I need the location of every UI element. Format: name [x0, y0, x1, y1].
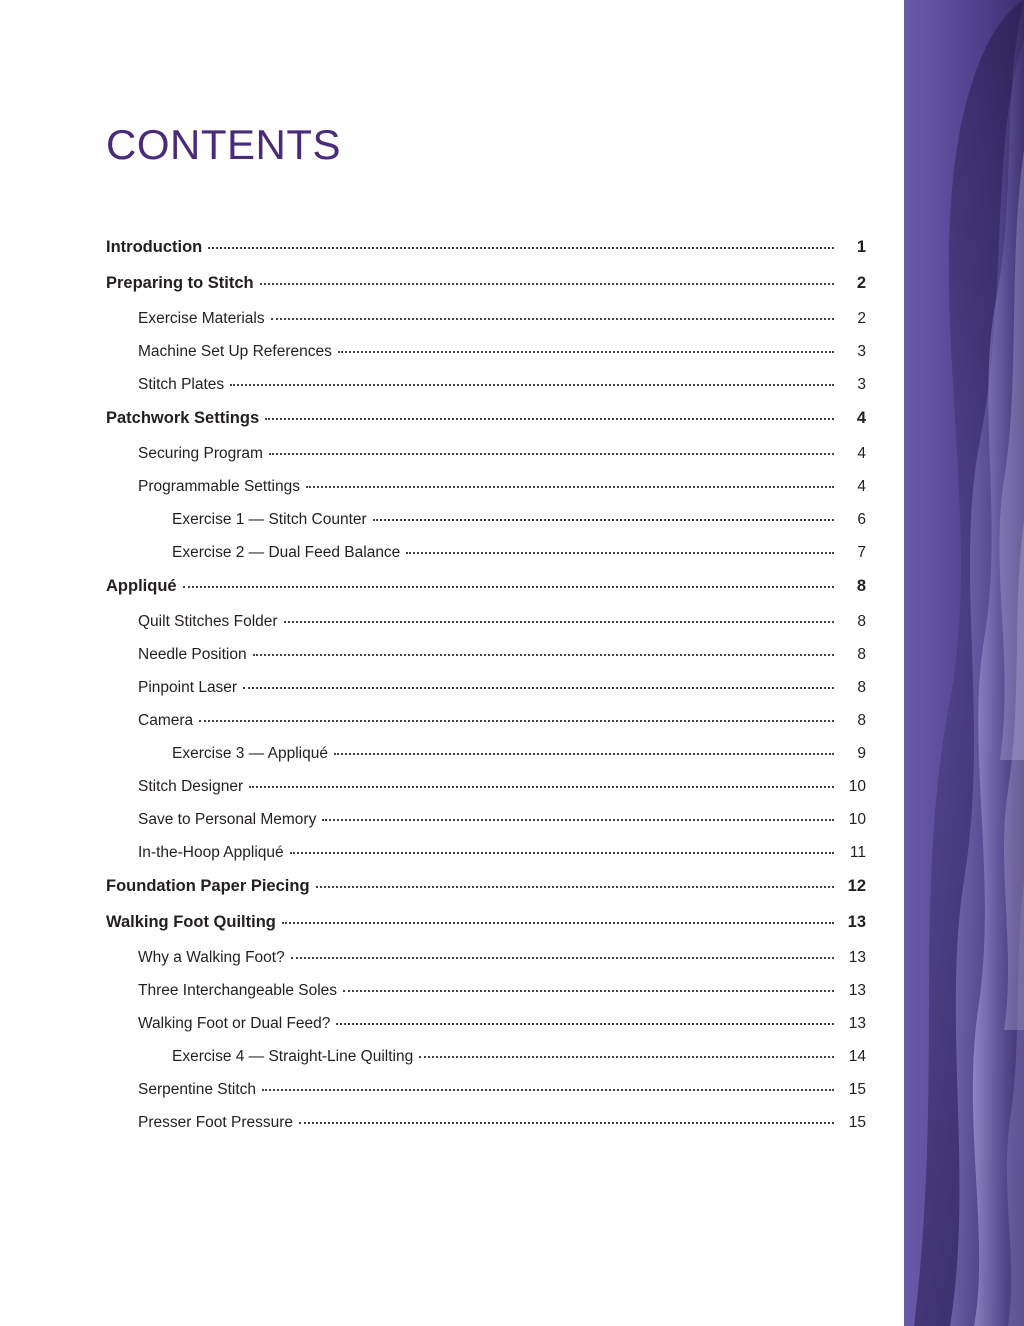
toc-entry-page-number: 4: [856, 409, 866, 427]
toc-entry-label: Appliqué: [106, 577, 177, 595]
toc-leader-dots: [243, 686, 834, 689]
toc-leader-dots: [269, 452, 834, 455]
toc-leader-dots: [271, 317, 834, 320]
toc-entry-page-number: 4: [857, 478, 866, 495]
toc-entry-label: Save to Personal Memory: [138, 811, 317, 828]
toc-entry-label: Exercise 1 — Stitch Counter: [172, 511, 367, 528]
toc-entry[interactable]: [106, 712, 866, 745]
toc-entry[interactable]: [106, 310, 866, 343]
toc-entry[interactable]: [106, 679, 866, 712]
toc-entry[interactable]: [106, 409, 866, 445]
toc-entry-page-number: 9: [857, 745, 866, 762]
toc-entry-label: Three Interchangeable Soles: [138, 982, 338, 999]
toc-leader-dots: [230, 383, 834, 386]
toc-leader-dots: [373, 518, 834, 521]
toc-entry-label: Camera: [138, 712, 194, 729]
toc-entry-page-number: 15: [848, 1081, 866, 1098]
toc-leader-dots: [291, 956, 834, 959]
toc-leader-dots: [253, 653, 834, 656]
toc-entry-label: Presser Foot Pressure: [138, 1114, 294, 1131]
toc-entry[interactable]: [106, 982, 866, 1015]
toc-entry-page-number: 1: [856, 238, 866, 256]
toc-entry-label: Why a Walking Foot?: [138, 949, 285, 966]
toc-entry-page-number: 8: [857, 613, 866, 630]
toc-entry-label: Patchwork Settings: [106, 409, 260, 427]
toc-leader-dots: [265, 417, 834, 420]
toc-entry-page-number: 2: [857, 310, 866, 327]
toc-entry-page-number: 4: [857, 445, 866, 462]
toc-entry-label: Programmable Settings: [138, 478, 300, 495]
toc-leader-dots: [306, 485, 834, 488]
toc-entry-label: Pinpoint Laser: [138, 679, 238, 696]
toc-entry-page-number: 3: [857, 343, 866, 360]
toc-entry[interactable]: [106, 877, 866, 913]
toc-entry-label: Introduction: [106, 238, 203, 256]
toc-leader-dots: [299, 1121, 834, 1124]
toc-entry-page-number: 13: [847, 913, 866, 931]
toc-entry-label: Walking Foot or Dual Feed?: [138, 1015, 331, 1032]
decorative-purple-drape: [904, 0, 1024, 1326]
toc-entry[interactable]: [106, 511, 866, 544]
toc-leader-dots: [343, 989, 834, 992]
toc-entry[interactable]: [106, 343, 866, 376]
toc-entry-page-number: 8: [856, 577, 866, 595]
toc-entry-label: Quilt Stitches Folder: [138, 613, 278, 630]
toc-leader-dots: [316, 885, 834, 888]
toc-entry[interactable]: [106, 778, 866, 811]
toc-entry[interactable]: [106, 646, 866, 679]
toc-leader-dots: [199, 719, 834, 722]
toc-entry[interactable]: [106, 811, 866, 844]
page-title: CONTENTS: [106, 121, 341, 169]
toc-entry[interactable]: [106, 376, 866, 409]
toc-entry[interactable]: [106, 949, 866, 982]
toc-leader-dots: [208, 246, 834, 249]
toc-entry[interactable]: [106, 745, 866, 778]
toc-entry-page-number: 10: [848, 778, 866, 795]
toc-entry[interactable]: [106, 613, 866, 646]
toc-leader-dots: [406, 551, 834, 554]
toc-leader-dots: [262, 1088, 834, 1091]
toc-entry-page-number: 15: [848, 1114, 866, 1131]
toc-leader-dots: [249, 785, 834, 788]
toc-entry-page-number: 8: [857, 679, 866, 696]
toc-entry-label: Stitch Plates: [138, 376, 225, 393]
toc-entry-page-number: 2: [856, 274, 866, 292]
table-of-contents: [106, 238, 866, 1147]
toc-entry[interactable]: [106, 445, 866, 478]
toc-entry-label: Exercise Materials: [138, 310, 265, 327]
toc-entry-label: Securing Program: [138, 445, 263, 462]
toc-leader-dots: [282, 921, 834, 924]
toc-entry[interactable]: [106, 478, 866, 511]
toc-entry-label: In-the-Hoop Appliqué: [138, 844, 284, 861]
toc-entry-label: Preparing to Stitch: [106, 274, 254, 292]
toc-entry-label: Walking Foot Quilting: [106, 913, 276, 931]
toc-entry-page-number: 13: [848, 1015, 866, 1032]
toc-entry-page-number: 11: [849, 844, 866, 861]
toc-leader-dots: [322, 818, 834, 821]
toc-entry-label: Exercise 3 — Appliqué: [172, 745, 328, 762]
toc-entry[interactable]: [106, 274, 866, 310]
toc-entry[interactable]: [106, 238, 866, 274]
toc-entry[interactable]: [106, 913, 866, 949]
toc-entry-page-number: 6: [857, 511, 866, 528]
toc-entry[interactable]: [106, 544, 866, 577]
toc-entry[interactable]: [106, 844, 866, 877]
toc-entry-page-number: 3: [857, 376, 866, 393]
toc-entry-page-number: 13: [848, 982, 866, 999]
toc-entry[interactable]: [106, 1114, 866, 1147]
toc-entry-label: Serpentine Stitch: [138, 1081, 257, 1098]
toc-entry-label: Foundation Paper Piecing: [106, 877, 310, 895]
toc-entry[interactable]: [106, 1081, 866, 1114]
toc-leader-dots: [338, 350, 834, 353]
toc-leader-dots: [290, 851, 834, 854]
toc-entry[interactable]: [106, 577, 866, 613]
toc-entry-page-number: 12: [847, 877, 866, 895]
toc-entry-page-number: 8: [857, 712, 866, 729]
toc-entry-label: Needle Position: [138, 646, 247, 663]
toc-entry-page-number: 7: [857, 544, 866, 561]
toc-entry[interactable]: [106, 1015, 866, 1048]
toc-leader-dots: [260, 282, 834, 285]
toc-entry-page-number: 10: [848, 811, 866, 828]
toc-entry-label: Machine Set Up References: [138, 343, 332, 360]
toc-leader-dots: [419, 1055, 834, 1058]
toc-entry-label: Stitch Designer: [138, 778, 244, 795]
toc-entry[interactable]: [106, 1048, 866, 1081]
toc-entry-page-number: 8: [857, 646, 866, 663]
toc-leader-dots: [334, 752, 834, 755]
toc-leader-dots: [183, 585, 834, 588]
toc-entry-page-number: 13: [848, 949, 866, 966]
toc-entry-page-number: 14: [848, 1048, 866, 1065]
toc-entry-label: Exercise 2 — Dual Feed Balance: [172, 544, 401, 561]
toc-leader-dots: [284, 620, 834, 623]
toc-leader-dots: [336, 1022, 834, 1025]
toc-entry-label: Exercise 4 — Straight-Line Quilting: [172, 1048, 414, 1065]
